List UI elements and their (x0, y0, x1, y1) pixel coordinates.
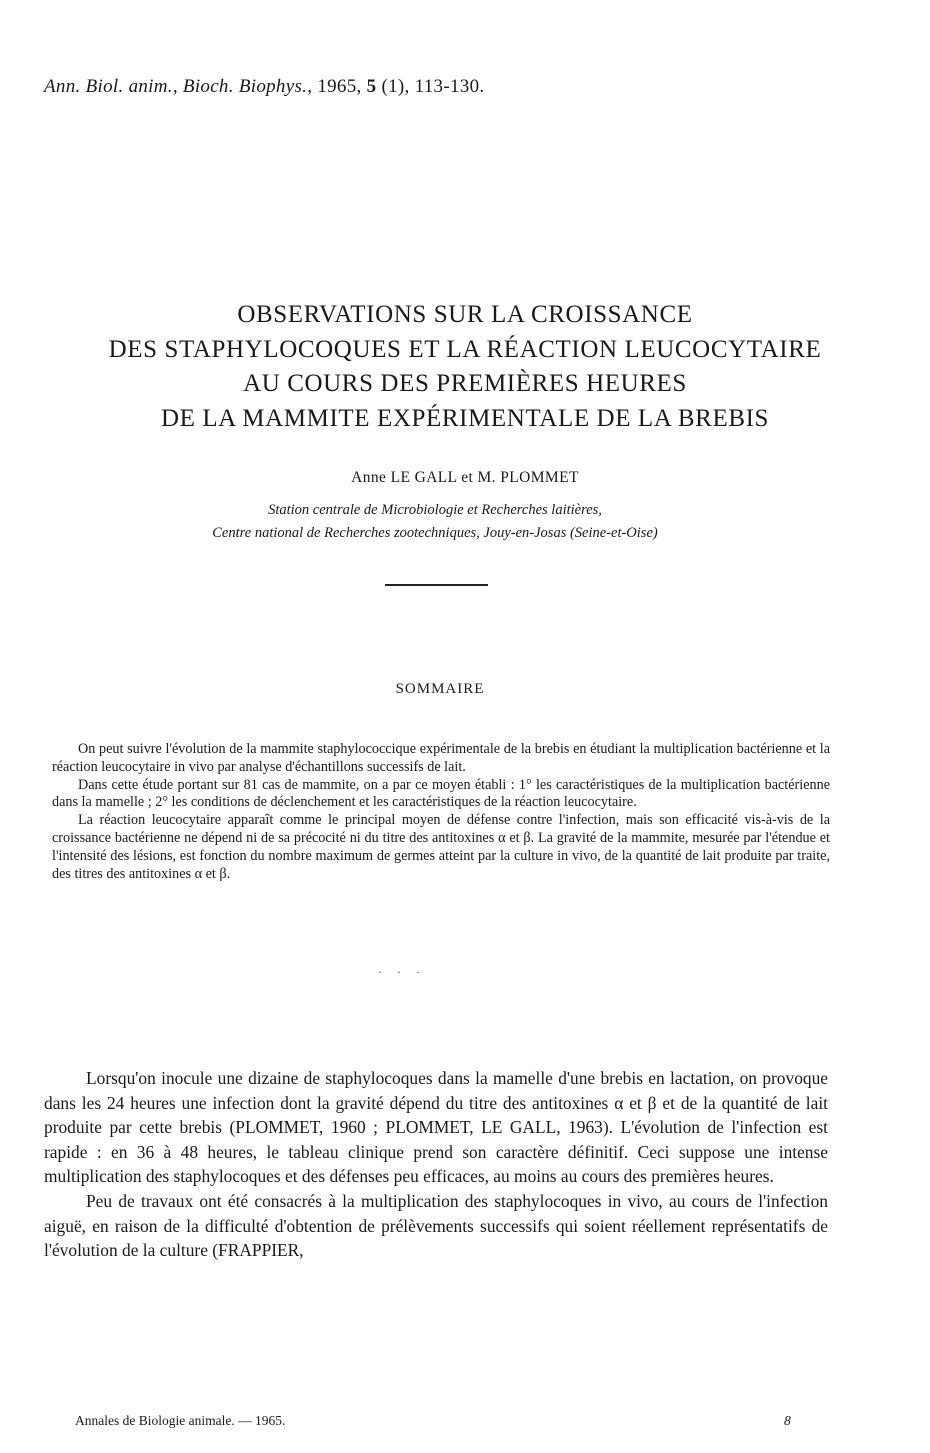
journal-year: 1965, (317, 76, 362, 97)
affiliation-line: Centre national de Recherches zootechniques, Jouy-en-Josas (Seine-et-Oise) (212, 525, 658, 541)
title-line: OBSERVATIONS SUR LA CROISSANCE (237, 301, 693, 328)
article-title (0, 298, 930, 436)
affiliation (0, 499, 870, 545)
title-line: DES STAPHYLOCOQUES ET LA RÉACTION LEUCOCYTAIRE (108, 335, 822, 363)
summary-paragraph: On peut suivre l'évolution de la mammite staphylococcique expérimentale de la brebis en étudiant la multiplication bactérienne et la réaction leucocytaire in vivo par analyse d'échantillons successifs de lait. (52, 741, 830, 775)
page-number: 8 (784, 1413, 791, 1428)
body-paragraph: Lorsqu'on inocule une dizaine de staphylocoques dans la mamelle d'une brebis en lactation, on provoque dans les 24 heures une infection dont la gravité dépend du titre des antitoxines α et β et de la quantité de lait produite par cette brebis (PLOMMET, 1960 ; PLOMMET, LE GALL, 1963). L'évolution de l'infection est rapide : en 36 à 48 heures, le tableau clinique prend son caractère définitif. Ceci suppose une intense multiplication des staphylocoques et des défenses peu efficaces, au moins au cours des premières heures. (44, 1068, 828, 1187)
body-text (44, 1066, 828, 1263)
summary-abstract (52, 741, 830, 883)
body-paragraph: Peu de travaux ont été consacrés à la multiplication des staphylocoques in vivo, au cours de l'infection aiguë, en raison de la difficulté d'obtention de prélèvements successifs qui soient réellement représentatifs de l'évolution de la culture (FRAPPIER, (44, 1190, 828, 1261)
journal-issue-pages: (1), 113-130. (381, 76, 485, 97)
title-line: DE LA MAMMITE EXPÉRIMENTALE DE LA BREBIS (160, 404, 770, 432)
summary-heading: SOMMAIRE (395, 681, 485, 697)
affiliation-line: Station centrale de Microbiologie et Recherches laitières, (268, 502, 602, 518)
title-line: AU COURS DES PREMIÈRES HEURES (243, 370, 687, 397)
journal-reference (44, 76, 484, 98)
journal-abbrev: Ann. Biol. anim., Bioch. Biophys., (44, 76, 313, 97)
journal-volume: 5 (366, 76, 377, 97)
footer-journal: Annales de Biologie animale. — 1965. (75, 1413, 286, 1428)
summary-paragraph: La réaction leucocytaire apparaît comme le principal moyen de défense contre l'infection, mais son efficacité vis-à-vis de la croissance bactérienne ne dépend ni de sa précocité ni du titre des antitoxines α et β. La gravité de la mammite, mesurée par l'étendue et l'intensité des lésions, est fonction du nombre maximum de germes atteint par la culture in vivo, de la quantité de lait produite par traite, des titres des antitoxines α et β. (52, 812, 830, 882)
summary-paragraph: Dans cette étude portant sur 81 cas de mammite, on a par ce moyen établi : 1° les caractéristiques de la multiplication bactérienne dans la mamelle ; 2° les conditions de déclenchement et les caractéristiques de la réaction leucocytaire. (52, 776, 830, 811)
section-separator: · · · (378, 965, 426, 979)
divider-rule (385, 584, 488, 586)
authors: Anne LE GALL et M. PLOMMET (351, 469, 579, 486)
